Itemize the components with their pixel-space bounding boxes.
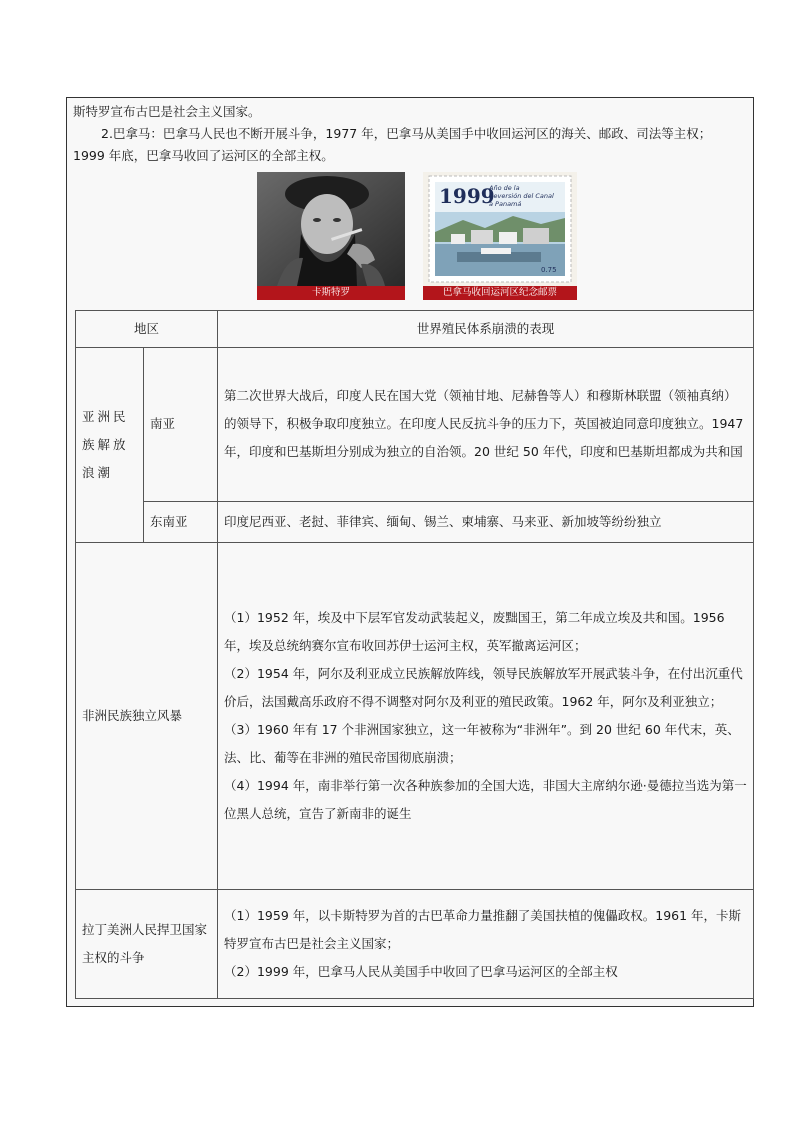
photo-strip bbox=[257, 172, 577, 300]
intro-panama-line-2: 1999 年底，巴拿马收回了运河区的全部主权。 bbox=[73, 148, 334, 163]
table-row-africa bbox=[76, 543, 754, 890]
asia-region-label: 亚洲民族解放浪潮 bbox=[76, 348, 144, 543]
latin-america-region-label: 拉丁美洲人民捍卫国家主权的斗争 bbox=[76, 890, 218, 999]
stamp-photo bbox=[423, 172, 577, 300]
south-asia-label: 南亚 bbox=[144, 348, 218, 502]
africa-item: （1）1952 年，埃及中下层军官发动武装起义，废黜国王，第二年成立埃及共和国。1956 年，埃及总统纳赛尔宣布收回苏伊士运河主权，英军撤离运河区； bbox=[224, 610, 725, 653]
latin-america-item: （2）1999 年，巴拿马人民从美国手中收回了巴拿马运河区的全部主权 bbox=[224, 964, 618, 979]
stamp-text-2: Reversión del Canal bbox=[489, 192, 554, 200]
africa-region-label: 非洲民族独立风暴 bbox=[76, 543, 218, 890]
table-row-south-asia bbox=[76, 348, 754, 502]
latin-america-text bbox=[218, 890, 754, 999]
africa-item: （4）1994 年，南非举行第一次各种族参加的全国大选，非国大主席纳尔逊·曼德拉当选为第一位黑人总统，宣告了新南非的诞生 bbox=[224, 778, 747, 821]
stamp-text-3: a Panamá bbox=[489, 200, 522, 208]
panama-stamp-image bbox=[423, 172, 577, 286]
stamp-year-text: 1999 bbox=[439, 184, 495, 208]
stamp-caption: 巴拿马收回运河区纪念邮票 bbox=[423, 286, 577, 300]
stamp-value-text: 0.75 bbox=[541, 266, 557, 274]
intro-text bbox=[73, 101, 753, 167]
intro-line-1: 斯特罗宣布古巴是社会主义国家。 bbox=[73, 104, 261, 119]
southeast-asia-text: 印度尼西亚、老挝、菲律宾、缅甸、锡兰、柬埔寨、马来亚、新加坡等纷纷独立 bbox=[218, 501, 754, 542]
table-row-southeast-asia bbox=[76, 501, 754, 542]
intro-panama-line-1: 2.巴拿马：巴拿马人民也不断开展斗争，1977 年，巴拿马从美国手中收回运河区的海关、邮政、司法等主权； bbox=[101, 126, 712, 141]
table-row-latin-america bbox=[76, 890, 754, 999]
southeast-asia-label: 东南亚 bbox=[144, 501, 218, 542]
stamp-text-1: Año de la bbox=[489, 184, 520, 192]
south-asia-text: 第二次世界大战后，印度人民在国大党（领袖甘地、尼赫鲁等人）和穆斯林联盟（领袖真纳）的领导下，积极争取印度独立。在印度人民反抗斗争的压力下，英国被迫同意印度独立。1947 年，印度和巴基斯坦分别成为独立的自治领。20 世纪 50 年代，印度和巴基斯坦都成为共和国 bbox=[218, 348, 754, 502]
table-header-row bbox=[76, 311, 754, 348]
header-content: 世界殖民体系崩溃的表现 bbox=[218, 311, 754, 348]
colonial-collapse-table bbox=[75, 310, 754, 999]
castro-photo bbox=[257, 172, 405, 300]
document-frame bbox=[66, 97, 754, 1007]
latin-america-item: （1）1959 年，以卡斯特罗为首的古巴革命力量推翻了美国扶植的傀儡政权。1961 年，卡斯特罗宣布古巴是社会主义国家； bbox=[224, 908, 742, 951]
castro-portrait-image bbox=[257, 172, 405, 286]
africa-text bbox=[218, 543, 754, 890]
header-region: 地区 bbox=[76, 311, 218, 348]
africa-item: （2）1954 年，阿尔及利亚成立民族解放阵线，领导民族解放军开展武装斗争，在付出沉重代价后，法国戴高乐政府不得不调整对阿尔及利亚的殖民政策。1962 年，阿尔及利亚独立； bbox=[224, 666, 743, 709]
africa-item: （3）1960 年有 17 个非洲国家独立，这一年被称为“非洲年”。到 20 世纪 60 年代末，英、法、比、葡等在非洲的殖民帝国彻底崩溃； bbox=[224, 722, 740, 765]
castro-caption: 卡斯特罗 bbox=[257, 286, 405, 300]
